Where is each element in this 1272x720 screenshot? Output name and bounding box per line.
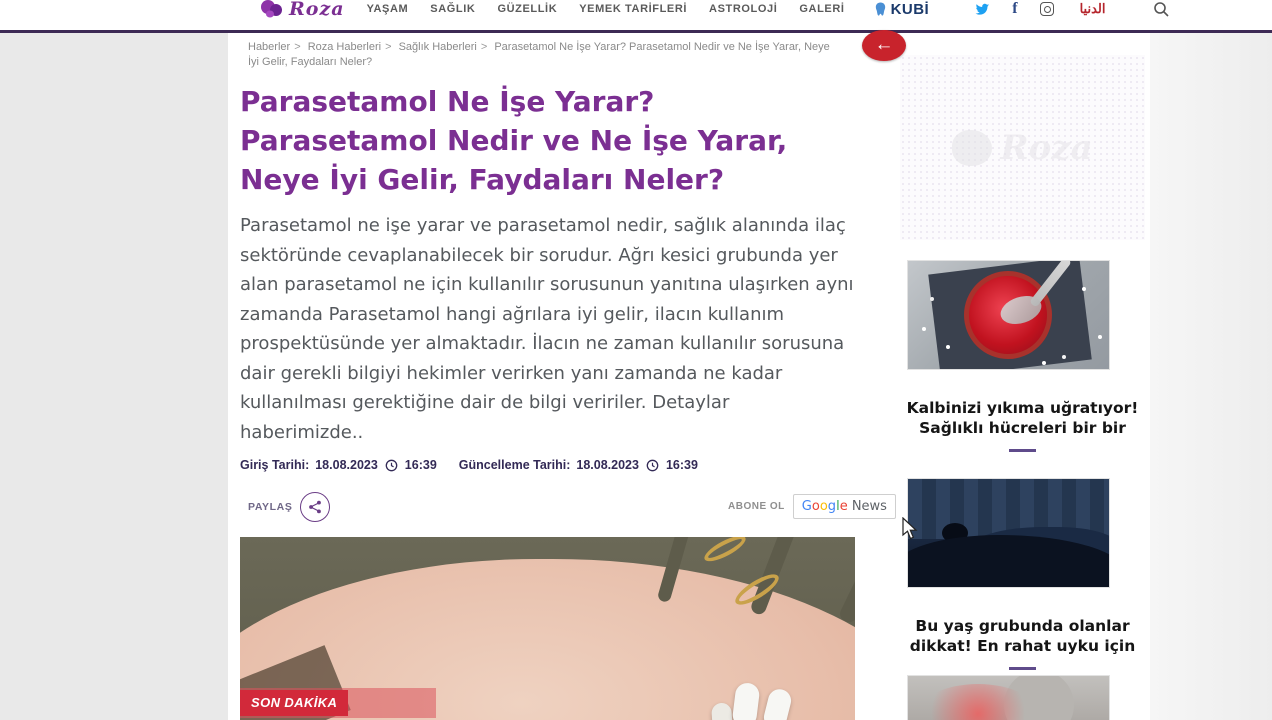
brand-text: Roza bbox=[289, 0, 345, 20]
entry-date-label: Giriş Tarihi: bbox=[240, 458, 310, 472]
breadcrumb bbox=[248, 40, 840, 70]
sidebar-item-1-headline[interactable]: Kalbinizi yıkıma uğratıyor! Sağlıklı hücreleri bir bir bbox=[906, 399, 1139, 437]
breadcrumb-saglik-haberleri[interactable]: Sağlık Haberleri bbox=[398, 41, 477, 53]
clock-icon bbox=[646, 459, 659, 472]
butterfly-icon bbox=[260, 0, 284, 19]
article-title: Parasetamol Ne İşe Yarar? Parasetamol Nedir ve Ne İşe Yarar, Neye İyi Gelir, Faydaları Neler? bbox=[240, 85, 788, 196]
kubi-logo[interactable] bbox=[873, 1, 930, 18]
share-button[interactable] bbox=[248, 492, 330, 522]
subscribe-row bbox=[728, 494, 896, 519]
facebook-icon[interactable]: f bbox=[1012, 0, 1018, 17]
nav-item-yemek-tarifleri[interactable]: YEMEK TARİFLERİ bbox=[579, 3, 688, 15]
chevron-separator: > bbox=[480, 41, 488, 53]
article-summary: Parasetamol ne işe yarar ve parasetamol nedir, sağlık alanında ilaç sektöründe cevaplanabilecek bir sorudur. Ağrı kesici grubunda yer alan parasetamol ne için kullanılır sorusunun yanıtına ulaşırken aynı zamanda Parasetamol hangi ağrılara iyi gelir, ilacın kullanım prospektüsünde yer almaktadır. İlacın ne zaman kullanılır sorusuna dair gerekli bilgiyi hekimler verirken yanı zamanda ne kadar kullanılması gerektiğine dair de bilgi veririler. Detaylar haberimizde.. bbox=[240, 215, 854, 443]
update-date: 18.08.2023 bbox=[576, 458, 639, 472]
butterfly-watermark-icon bbox=[952, 130, 992, 166]
arabic-site-logo[interactable]: الدنيا bbox=[1079, 1, 1106, 16]
update-date-label: Güncelleme Tarihi: bbox=[458, 458, 571, 472]
gold-ring-shape bbox=[701, 537, 749, 566]
share-label: PAYLAŞ bbox=[248, 501, 293, 513]
headline-underline bbox=[1009, 667, 1036, 670]
nav-item-galeri[interactable]: GALERİ bbox=[799, 3, 845, 15]
nav-item-astroloji[interactable]: ASTROLOJİ bbox=[709, 3, 778, 15]
roza-logo[interactable] bbox=[260, 0, 345, 20]
breadcrumb-haberler[interactable]: Haberler bbox=[248, 41, 291, 53]
chevron-separator: > bbox=[294, 41, 301, 53]
ad-watermark: Roza bbox=[952, 128, 1092, 168]
breadcrumb-current-page: Parasetamol Ne İşe Yarar? Parasetamol Nedir ve Ne İşe Yarar, Neye İyi Gelir, Faydaları Neler? bbox=[248, 41, 830, 68]
clock-icon bbox=[385, 459, 398, 472]
article-dates bbox=[240, 458, 698, 472]
subscribe-label: ABONE OL bbox=[728, 501, 785, 512]
top-navbar bbox=[0, 0, 1272, 33]
sidebar-item-3-thumbnail[interactable] bbox=[907, 675, 1110, 720]
salt-specks-shape bbox=[922, 327, 926, 331]
back-button[interactable] bbox=[862, 30, 906, 61]
entry-time: 16:39 bbox=[404, 458, 437, 472]
breadcrumb-roza-haberleri[interactable]: Roza Haberleri bbox=[307, 41, 382, 53]
sidebar-item-2-headline[interactable]: Bu yaş grubunda olanlar dikkat! En rahat uyku için bbox=[909, 617, 1136, 655]
instagram-icon[interactable] bbox=[1040, 0, 1054, 18]
kubi-text: KUBİ bbox=[890, 0, 930, 18]
nav-item-guzellik[interactable]: GÜZELLİK bbox=[497, 3, 558, 15]
update-time: 16:39 bbox=[665, 458, 698, 472]
breaking-news-badge: SON DAKİKA bbox=[240, 690, 348, 716]
share-icon bbox=[300, 492, 330, 522]
right-background-strip bbox=[1150, 33, 1272, 720]
tooth-icon bbox=[873, 1, 888, 17]
sidebar-ad-placeholder[interactable] bbox=[900, 55, 1145, 240]
twitter-icon[interactable] bbox=[973, 0, 990, 18]
sidebar-item-2-thumbnail[interactable] bbox=[907, 478, 1110, 588]
headline-underline bbox=[1009, 449, 1036, 452]
chevron-separator: > bbox=[385, 41, 392, 53]
back-arrow-icon: ← bbox=[874, 34, 894, 55]
nav-item-yasam[interactable]: YAŞAM bbox=[366, 3, 409, 15]
entry-date: 18.08.2023 bbox=[315, 458, 378, 472]
search-icon[interactable] bbox=[1153, 0, 1169, 18]
bed-shape bbox=[907, 535, 1110, 588]
sidebar-item-1-thumbnail[interactable] bbox=[907, 260, 1110, 370]
google-news-button[interactable]: Google News bbox=[793, 494, 896, 519]
nav-item-saglik[interactable]: SAĞLIK bbox=[430, 3, 476, 15]
finger-gap-shape bbox=[837, 537, 855, 625]
